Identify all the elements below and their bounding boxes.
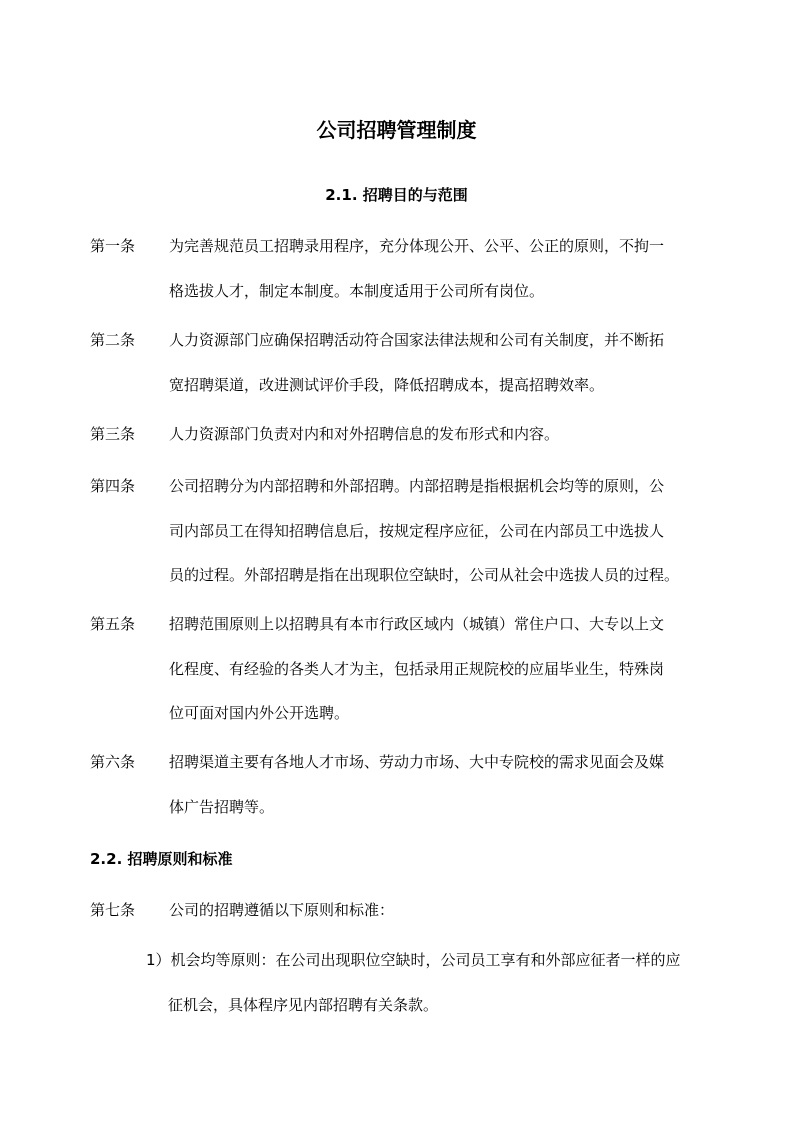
article-line: 格选拔人才，制定本制度。本制度适用于公司所有岗位。 xyxy=(169,282,545,300)
article-line: 宽招聘渠道，改进测试评价手段，降低招聘成本，提高招聘效率。 xyxy=(169,376,605,394)
list-line: 征机会，具体程序见内部招聘有关条款。 xyxy=(168,996,439,1014)
document-title: 公司招聘管理制度 xyxy=(316,118,477,142)
article-line: 人力资源部门应确保招聘活动符合国家法律法规和公司有关制度，并不断拓 xyxy=(169,331,665,349)
article-label: 第二条 xyxy=(90,331,136,349)
article-label: 第五条 xyxy=(90,615,136,633)
article-label: 第四条 xyxy=(90,477,136,495)
article-line: 体广告招聘等。 xyxy=(169,798,275,816)
article-label: 第三条 xyxy=(90,425,136,443)
article-line: 为完善规范员工招聘录用程序，充分体现公开、公平、公正的原则，不拘一 xyxy=(169,237,665,255)
article-line: 位可面对国内外公开选聘。 xyxy=(169,704,350,722)
article-label: 第七条 xyxy=(90,901,136,919)
article-line: 招聘范围原则上以招聘具有本市行政区域内（城镇）常住户口、大专以上文 xyxy=(169,615,665,633)
section-heading-2-2: 2.2. 招聘原则和标准 xyxy=(90,850,233,868)
article-line: 招聘渠道主要有各地人才市场、劳动力市场、大中专院校的需求见面会及媒 xyxy=(169,753,665,771)
article-line: 化程度、有经验的各类人才为主，包括录用正规院校的应届毕业生，特殊岗 xyxy=(169,660,665,678)
article-label: 第一条 xyxy=(90,237,136,255)
section-heading-2-1: 2.1. 招聘目的与范围 xyxy=(325,186,468,204)
article-line: 人力资源部门负责对内和对外招聘信息的发布形式和内容。 xyxy=(169,425,560,443)
list-line: 1）机会均等原则：在公司出现职位空缺时，公司员工享有和外部应征者一样的应 xyxy=(146,951,681,969)
article-line: 司内部员工在得知招聘信息后，按规定程序应征，公司在内部员工中选拔人 xyxy=(169,522,665,540)
article-label: 第六条 xyxy=(90,753,136,771)
article-line: 公司招聘分为内部招聘和外部招聘。内部招聘是指根据机会均等的原则，公 xyxy=(169,477,665,495)
article-line: 员的过程。外部招聘是指在出现职位空缺时，公司从社会中选拔人员的过程。 xyxy=(169,566,680,584)
article-line: 公司的招聘遵循以下原则和标准： xyxy=(169,901,395,919)
